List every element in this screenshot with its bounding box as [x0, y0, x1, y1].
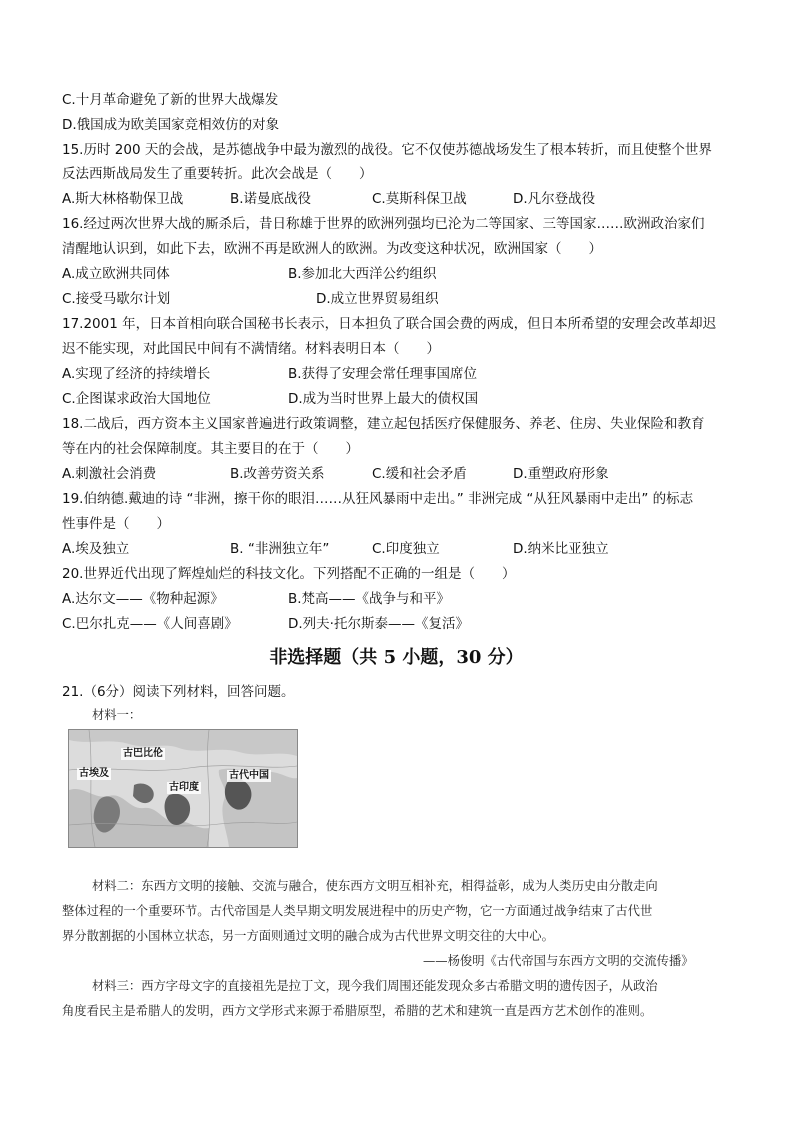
question-19-line-2: 性事件是（ ） [62, 516, 170, 532]
option-16-a: A.成立欧洲共同体 [62, 266, 170, 282]
question-16-line-2: 清醒地认识到，如此下去，欧洲不再是欧洲人的欧洲。为改变这种状况，欧洲国家（ ） [62, 241, 602, 257]
option-17-c: C.企图谋求政治大国地位 [62, 391, 211, 407]
option-15-a: A.斯大林格勒保卫战 [62, 191, 184, 207]
option-17-a: A.实现了经济的持续增长 [62, 366, 211, 382]
option-15-c: C.莫斯科保卫战 [372, 191, 467, 207]
option-20-a: A.达尔文——《物种起源》 [62, 591, 224, 607]
material-1-label: 材料一： [92, 708, 142, 722]
option-18-c: C.缓和社会矛盾 [372, 466, 467, 482]
material-2-source: ——杨俊明《古代帝国与东西方文明的交流传播》 [423, 954, 694, 968]
option-17-b: B.获得了安理会常任理事国席位 [288, 366, 478, 382]
option-15-d: D.凡尔登战役 [513, 191, 596, 207]
option-16-b: B.参加北大西洋公约组织 [288, 266, 437, 282]
option-14-d: D.俄国成为欧美国家竞相效仿的对象 [62, 117, 280, 133]
option-16-d: D.成立世界贸易组织 [316, 291, 439, 307]
option-17-d: D.成为当时世界上最大的债权国 [288, 391, 479, 407]
question-20-line-1: 20.世界近代出现了辉煌灿烂的科技文化。下列搭配不正确的一组是（ ） [62, 566, 516, 582]
map-label-babylon: 古巴比伦 [123, 748, 163, 759]
question-16-line-1: 16.经过两次世界大战的厮杀后，昔日称雄于世界的欧洲列强均已沦为二等国家、三等国家……欧洲政治家们 [62, 216, 705, 232]
question-17-line-2: 迟不能实现，对此国民中间有不满情绪。材料表明日本（ ） [62, 341, 440, 357]
option-18-d: D.重塑政府形象 [513, 466, 609, 482]
material-2-line-3: 界分散割据的小国林立状态，另一方面则通过文明的融合成为古代世界文明交往的大中心。 [62, 929, 554, 943]
option-20-d: D.列夫·托尔斯泰——《复活》 [288, 616, 469, 632]
option-18-b: B.改善劳资关系 [230, 466, 325, 482]
map-label-india: 古印度 [169, 782, 199, 793]
ancient-civilizations-map [68, 729, 298, 848]
option-15-b: B.诺曼底战役 [230, 191, 312, 207]
map-label-egypt: 古埃及 [79, 768, 109, 779]
map-label-china: 古代中国 [229, 770, 269, 781]
option-20-b: B.梵高——《战争与和平》 [288, 591, 451, 607]
material-3-line-1: 材料三：西方字母文字的直接祖先是拉丁文，现今我们周围还能发现众多古希腊文明的遗传因子，从政治 [92, 979, 658, 993]
option-18-a: A.刺激社会消费 [62, 466, 157, 482]
material-2-line-1: 材料二：东西方文明的接触、交流与融合，使东西方文明互相补充，相得益彰，成为人类历史由分散走向 [92, 879, 658, 893]
material-3-line-2: 角度看民主是希腊人的发明，西方文学形式来源于希腊原型，希腊的艺术和建筑一直是西方艺术创作的准则。 [62, 1004, 653, 1018]
question-17-line-1: 17.2001 年，日本首相向联合国秘书长表示，日本担负了联合国会费的两成，但日本所希望的安理会改革却迟 [62, 316, 717, 332]
option-19-c: C.印度独立 [372, 541, 440, 557]
option-20-c: C.巴尔扎克——《人间喜剧》 [62, 616, 238, 632]
option-19-d: D.纳米比亚独立 [513, 541, 609, 557]
option-16-c: C.接受马歇尔计划 [62, 291, 171, 307]
question-18-line-2: 等在内的社会保障制度。其主要目的在于（ ） [62, 441, 359, 457]
material-2-line-2: 整体过程的一个重要环节。古代帝国是人类早期文明发展进程中的历史产物，它一方面通过战争结束了古代世 [62, 904, 653, 918]
question-19-line-1: 19.伯纳德.戴迪的诗 “非洲，擦干你的眼泪……从狂风暴雨中走出。” 非洲完成 “从狂风暴雨中走出” 的标志 [62, 491, 694, 507]
option-14-c: C.十月革命避免了新的世界大战爆发 [62, 92, 279, 108]
option-19-a: A.埃及独立 [62, 541, 130, 557]
question-15-line-1: 15.历时 200 天的会战，是苏德战争中最为激烈的战役。它不仅使苏德战场发生了根本转折，而且使整个世界 [62, 142, 712, 158]
section-title: 非选择题（共 5 小题，30 分） [269, 647, 524, 668]
question-15-line-2: 反法西斯战局发生了重要转折。此次会战是（ ） [62, 166, 373, 182]
question-18-line-1: 18.二战后，西方资本主义国家普遍进行政策调整，建立起包括医疗保健服务、养老、住房、失业保险和教育 [62, 416, 705, 432]
option-19-b: B. “非洲独立年” [230, 541, 330, 557]
question-21-intro: 21.（6分）阅读下列材料，回答问题。 [62, 684, 295, 700]
